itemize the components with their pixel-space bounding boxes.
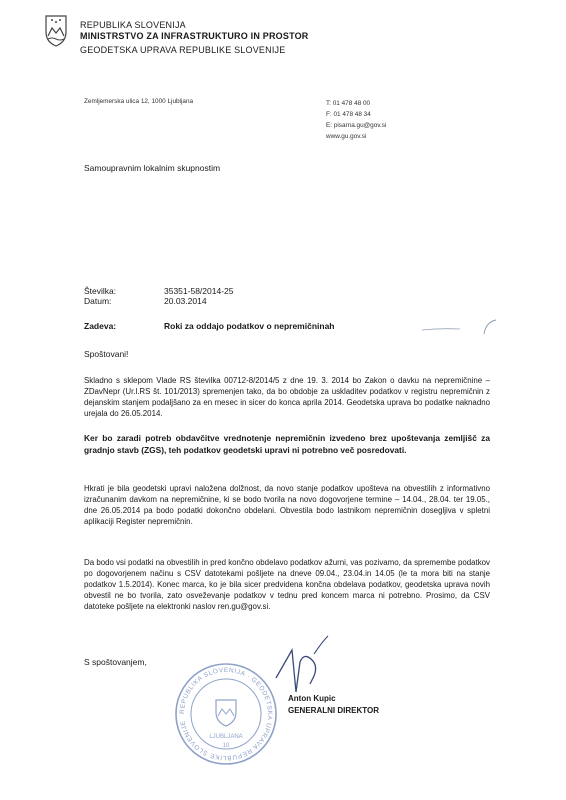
sender-address: Zemljemerska ulica 12, 1000 Ljubljana (84, 98, 194, 105)
paragraph-bold-notice: Ker bo zaradi potreb obdavčitve vrednotenje nepremičnin izvedeno brez upoštevanja zemljišč za gradnjo stavb (ZGS), teh podatkov geodetski upravi ni potrebno več posredovati. (84, 433, 490, 455)
signer-title: GENERALNI DIREKTOR (288, 706, 379, 715)
paragraph-notices: Hkrati je bila geodetski upravi naložena dolžnost, da novo stanje podatkov upošteva na obvestilih z informativno izračunanim davkom na nepremičnine, ki se bodo tvorila na novo dogovorjene termine – 14.04., 28.04. ter 19.05., dne 26.05.2014 pa bodo podatki dokončno obdelani. Obvestila bodo lastnikom nepremičnin dosegljiva v spletni aplikaciji Register nepremičnin. (84, 484, 490, 526)
contact-fax: F: 01 478 48 34 (326, 111, 371, 118)
stamp-ring-text: REPUBLIKA SLOVENIJA · GEODETSKA UPRAVA REPUBLIKE SLOVENIJE (178, 666, 274, 762)
contact-block (326, 98, 386, 142)
paragraph-intro: Skladno s sklepom Vlade RS številka 00712-8/2014/5 z dne 19. 3. 2014 bo Zakon o davku na nepremičnine – ZDavNepr (Ur.l.RS št. 101/2013) spremenjen tako, da bo obdobje za uskladitev podatkov v registru nepremičnin z dejanskim stanjem podaljšano za en mesec in sicer do konca aprila 2014. Geodetska uprava bo podatke naknadno urejala do 26.05.2014. (84, 376, 490, 418)
stamp-city: LJUBLJANA (209, 734, 243, 740)
contact-phone: T: 01 478 48 00 (326, 100, 371, 107)
header-agency: GEODETSKA UPRAVA REPUBLIKE SLOVENIJE (80, 45, 286, 55)
header-ministry: MINISTRSTVO ZA INFRASTRUKTURO IN PROSTOR (80, 31, 309, 41)
number-label: Številka: (84, 286, 117, 296)
closing: S spoštovanjem, (84, 657, 147, 667)
subject-label: Zadeva: (84, 321, 117, 331)
stamp-number: 10 (222, 743, 230, 749)
signer-name: Anton Kupic (288, 694, 336, 703)
header-republic: REPUBLIKA SLOVENIJA (80, 20, 186, 30)
recipient: Samoupravnim lokalnim skupnostim (84, 163, 221, 173)
contact-web: www.gu.gov.si (326, 133, 367, 140)
number-value: 35351-58/2014-25 (164, 286, 234, 296)
signer-block (288, 693, 379, 717)
slovenia-crest-icon (44, 14, 68, 48)
greeting: Spoštovani! (84, 349, 129, 359)
contact-email: E: pisarna.gu@gov.si (326, 122, 387, 129)
paragraph-request: Da bodo vsi podatki na obvestilih in pred končno obdelavo podatkov ažurni, vas pozivamo, da spremembe podatkov po dogovorjenem načinu s CSV datotekami pošljete na dneve 09.04., 23.04.in 14.05 (le ta mora biti na stanje podatkov 1.5.2014). Konec marca, ko je bila sicer predvidena končna obdelava podatkov, geodetska uprava novih obvestil ne bo tvorila, zato osveževanje podatkov v tednu pred koncem marca ni potrebno. Prosimo, da CSV datoteke pošljete na elektronki naslov ren.gu@gov.si. (84, 558, 490, 611)
date-value: 20.03.2014 (164, 296, 207, 306)
document-meta (84, 286, 233, 306)
subject-value: Roki za oddajo podatkov o nepremičninah (164, 321, 335, 331)
subject-line (84, 321, 335, 331)
date-label: Datum: (84, 296, 112, 306)
pen-mark (420, 318, 500, 338)
handwritten-signature (270, 632, 350, 702)
official-stamp (172, 660, 280, 768)
